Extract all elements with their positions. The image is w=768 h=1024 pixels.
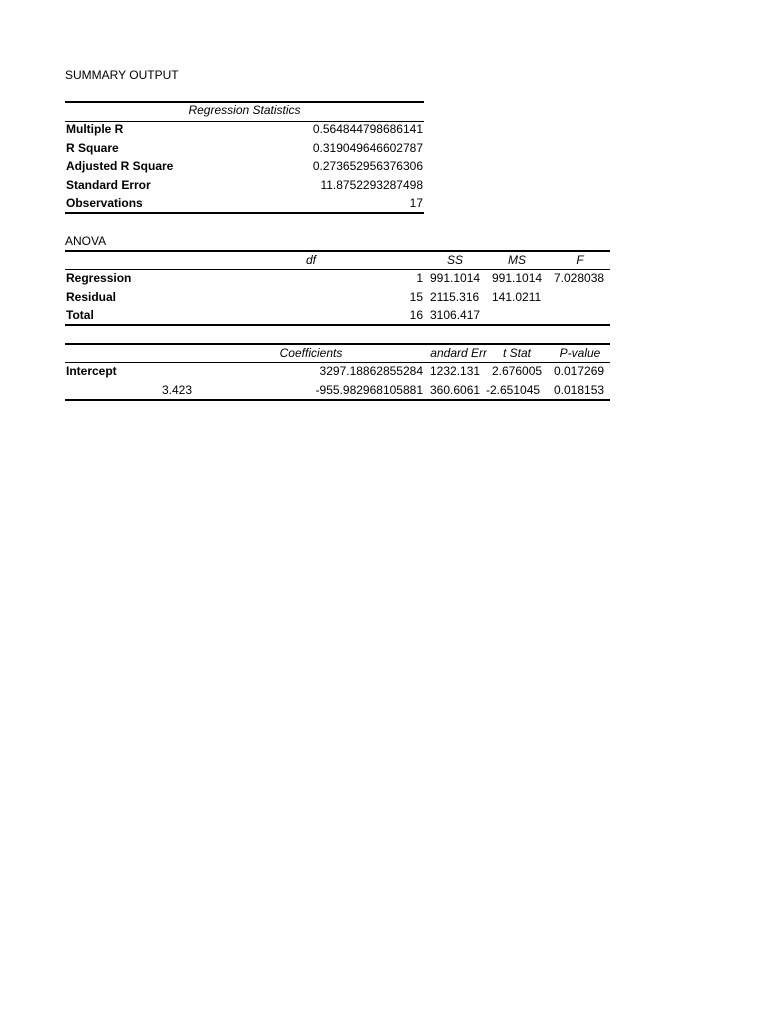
row-label: Multiple R — [66, 122, 124, 136]
table-bottom-rule — [65, 212, 424, 214]
table-row — [65, 362, 610, 381]
row-label: Intercept — [66, 364, 117, 378]
cell-f: 7.028038 — [554, 271, 605, 285]
cell-ms — [492, 306, 552, 325]
cell-df: 1 — [416, 271, 423, 285]
coefficients-table — [65, 343, 610, 397]
row-label — [66, 381, 156, 400]
header-f: F — [576, 253, 584, 267]
row-label: Regression — [66, 271, 132, 285]
table-row — [65, 269, 610, 288]
row-label: Residual — [66, 289, 117, 304]
cell-ms: 141.0211 — [492, 289, 542, 304]
coefficients-header-row — [65, 344, 610, 363]
cell-standard-error: 360.6061 — [430, 382, 481, 397]
row-label-number: 3.423 — [162, 382, 193, 397]
cell-ss: 991.1014 — [430, 271, 481, 285]
header-p-value: P-value — [559, 346, 601, 360]
cell-t-stat: -2.651045 — [486, 382, 541, 397]
summary-title: SUMMARY OUTPUT — [65, 68, 179, 82]
row-label: Total — [66, 308, 94, 322]
regression-statistics-header: Regression Statistics — [188, 103, 301, 117]
table-bottom-rule — [65, 324, 610, 326]
header-standard-error: andard Err — [430, 346, 487, 360]
row-label: Observations — [66, 196, 143, 210]
summary-output-sheet — [65, 66, 605, 397]
table-row — [65, 176, 424, 195]
cell-t-stat: 2.676005 — [492, 364, 543, 378]
cell-df: 15 — [409, 289, 423, 304]
cell-coefficient: -955.982968105881 — [315, 382, 423, 397]
table-row — [65, 120, 424, 139]
header-ms: MS — [508, 253, 526, 267]
header-coefficients: Coefficients — [279, 346, 343, 360]
cell-df: 16 — [409, 308, 423, 322]
anova-title: ANOVA — [65, 234, 107, 248]
anova-header-row — [65, 251, 610, 270]
table-row — [65, 381, 610, 400]
row-label: Adjusted R Square — [66, 159, 174, 173]
table-row — [65, 194, 424, 213]
row-value: 11.8752293287498 — [320, 177, 423, 192]
row-label: R Square — [66, 140, 119, 155]
row-value: 17 — [409, 196, 423, 210]
row-value: 0.319049646602787 — [312, 140, 423, 155]
row-value: 0.273652956376306 — [312, 159, 423, 173]
header-df: df — [305, 253, 316, 267]
row-label: Standard Error — [66, 177, 151, 192]
cell-p-value: 0.018153 — [554, 382, 605, 397]
header-ss: SS — [446, 253, 463, 267]
cell-f — [554, 288, 610, 307]
table-row — [65, 306, 610, 325]
cell-standard-error: 1232.131 — [430, 364, 481, 378]
anova-table — [65, 250, 610, 322]
table-row — [65, 139, 424, 158]
row-label-number — [162, 362, 202, 381]
cell-ms: 991.1014 — [492, 271, 543, 285]
regression-statistics-table — [65, 101, 424, 210]
row-value: 0.564844798686141 — [312, 122, 423, 136]
table-row — [65, 288, 610, 307]
table-row — [65, 157, 424, 176]
table-bottom-rule — [65, 399, 610, 401]
cell-coefficient: 3297.18862855284 — [319, 364, 423, 378]
cell-ss: 2115.316 — [430, 289, 480, 304]
cell-p-value: 0.017269 — [554, 364, 605, 378]
header-t-stat: t Stat — [502, 346, 531, 360]
regression-statistics-header-row — [65, 101, 424, 120]
cell-f — [554, 306, 610, 325]
cell-ss: 3106.417 — [430, 308, 481, 322]
